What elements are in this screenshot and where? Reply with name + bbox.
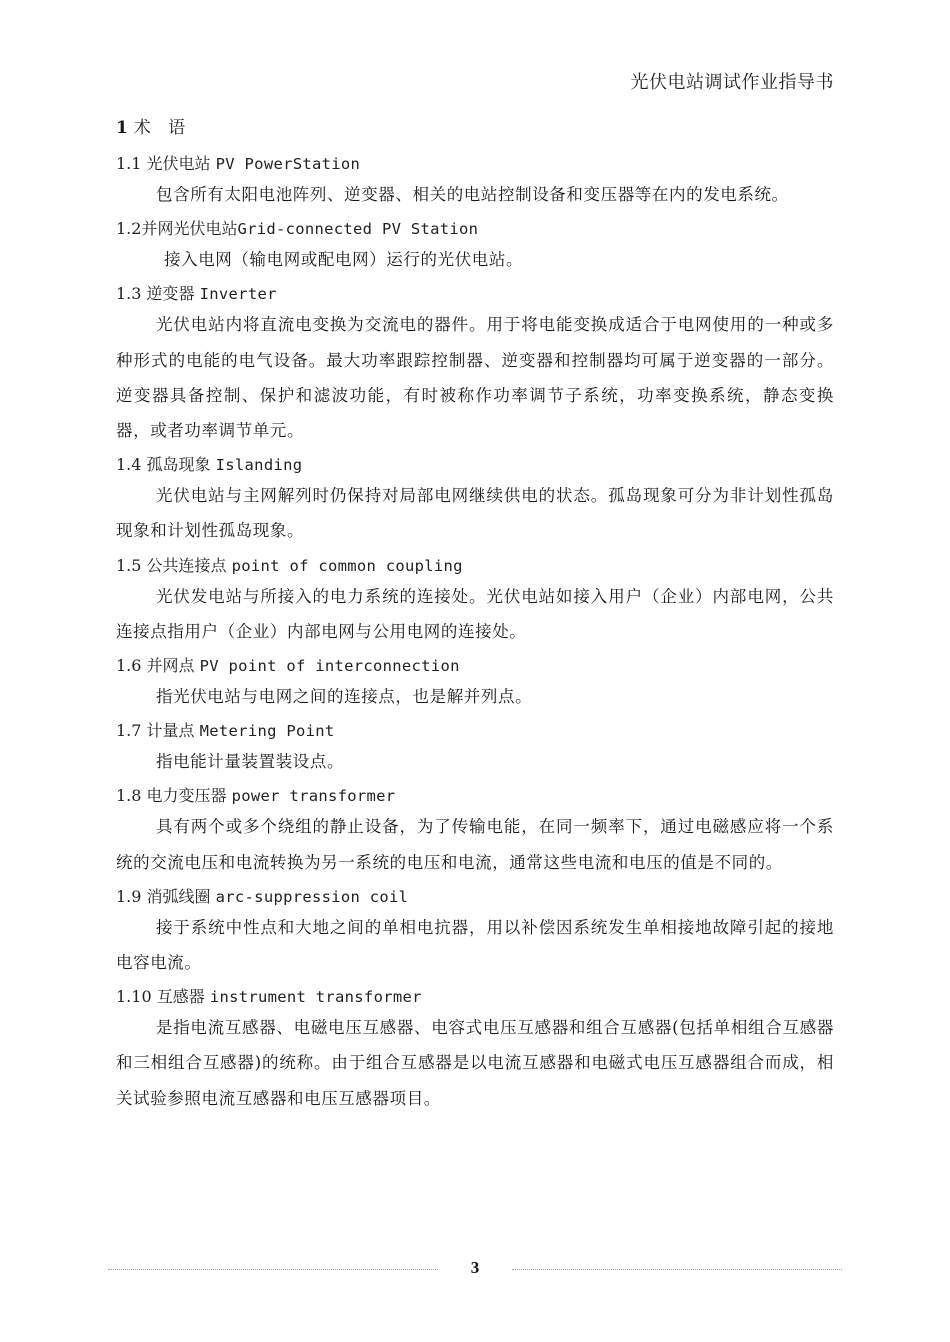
- page-footer: [108, 1258, 842, 1282]
- term-chinese: 逆变器: [146, 284, 195, 304]
- term-definition: 指电能计量装置装设点。: [156, 752, 345, 772]
- footer-rule-right: [512, 1269, 842, 1270]
- term-heading: [116, 553, 834, 579]
- section-heading: [116, 115, 834, 141]
- term-chinese: 并网光伏电站: [141, 219, 238, 239]
- term-heading: [116, 653, 834, 679]
- running-header: 光伏电站调试作业指导书: [630, 72, 834, 93]
- term-number: 1.6: [116, 656, 142, 676]
- term-english: Islanding: [215, 456, 303, 475]
- term-chinese: 计量点: [146, 721, 195, 741]
- term-entry-1-10: [116, 984, 834, 1116]
- term-number: 1.1: [116, 154, 142, 173]
- term-english: Inverter: [199, 285, 277, 304]
- term-english: instrument transformer: [209, 988, 422, 1007]
- term-entry-1-4: [116, 452, 834, 548]
- term-english: point of common coupling: [231, 556, 463, 575]
- term-entry-1-9: [116, 884, 834, 980]
- term-number: 1.5: [116, 555, 142, 575]
- term-chinese: 互感器: [156, 987, 205, 1007]
- term-definition: 指光伏电站与电网之间的连接点，也是解并列点。: [156, 687, 533, 707]
- term-number: 1.7: [116, 721, 142, 741]
- term-definition: 光伏发电站与所接入的电力系统的连接处。光伏电站如接入用户（企业）内部电网，公共连接点指用户（企业）内部电网与公用电网的连接处。: [116, 586, 834, 641]
- document-body: [116, 115, 834, 1120]
- term-heading: [116, 783, 834, 809]
- term-chinese: 孤岛现象: [146, 455, 211, 475]
- term-english: PV point of interconnection: [199, 657, 460, 676]
- term-definition: 具有两个或多个绕组的静止设备，为了传输电能，在同一频率下，通过电磁感应将一个系统的交流电压和电流转换为另一系统的电压和电流，通常这些电流和电压的值是不同的。: [116, 817, 834, 872]
- term-definition: 接入电网（输电网或配电网）运行的光伏电站。: [164, 250, 524, 270]
- term-entry-1-3: [116, 281, 834, 448]
- term-chinese: 光伏电站: [146, 154, 211, 173]
- term-definition: 光伏电站与主网解列时仍保持对局部电网继续供电的状态。孤岛现象可分为非计划性孤岛现象和计划性孤岛现象。: [116, 486, 834, 541]
- term-entry-1-7: [116, 718, 834, 779]
- term-heading: [116, 281, 834, 307]
- term-number: 1.4: [116, 455, 142, 475]
- term-heading: [116, 452, 834, 478]
- term-definition: 光伏电站内将直流电变换为交流电的器件。用于将电能变换成适合于电网使用的一种或多种形式的电能的电气设备。最大功率跟踪控制器、逆变器和控制器均可属于逆变器的一部分。逆变器具备控制、保护和滤波功能，有时被称作功率调节子系统，功率变换系统，静态变换器，或者功率调节单元。: [116, 315, 834, 441]
- term-english: Metering Point: [199, 722, 335, 741]
- section-number: 1: [116, 118, 128, 138]
- term-entry-1-2: [116, 216, 834, 277]
- term-heading: [116, 984, 834, 1010]
- term-entry-1-6: [116, 653, 834, 714]
- term-number: 1.10: [116, 987, 152, 1007]
- term-definition: 是指电流互感器、电磁电压互感器、电容式电压互感器和组合互感器(包括单相组合互感器和三相组合互感器)的统称。由于组合互感器是以电流互感器和电磁式电压互感器组合而成，相关试验参照电流互感器和电压互感器项目。: [116, 1018, 834, 1108]
- page-number: 3: [470, 1258, 480, 1277]
- term-number: 1.8: [116, 786, 142, 806]
- term-number: 1.2: [116, 219, 142, 239]
- term-chinese: 公共连接点: [146, 555, 227, 575]
- term-heading: [116, 718, 834, 744]
- term-definition: 包含所有太阳电池阵列、逆变器、相关的电站控制设备和变压器等在内的发电系统。: [156, 185, 789, 204]
- term-chinese: 并网点: [146, 656, 195, 676]
- term-number: 1.3: [116, 284, 142, 304]
- term-heading: [116, 216, 834, 242]
- term-heading: [116, 884, 834, 910]
- term-english: PV PowerStation: [215, 155, 361, 173]
- term-heading: [116, 151, 834, 177]
- term-english: arc-suppression coil: [215, 887, 409, 906]
- term-chinese: 消弧线圈: [146, 886, 211, 906]
- term-chinese: 电力变压器: [146, 786, 227, 806]
- section-label: 术 语: [133, 118, 192, 138]
- term-english: Grid-connected PV Station: [237, 220, 479, 239]
- term-english: power transformer: [231, 787, 396, 806]
- term-entry-1-8: [116, 783, 834, 879]
- term-number: 1.9: [116, 886, 142, 906]
- term-entry-1-5: [116, 553, 834, 649]
- term-entry-1-1: [116, 151, 834, 212]
- term-definition: 接于系统中性点和大地之间的单相电抗器，用以补偿因系统发生单相接地故障引起的接地电容电流。: [116, 917, 834, 973]
